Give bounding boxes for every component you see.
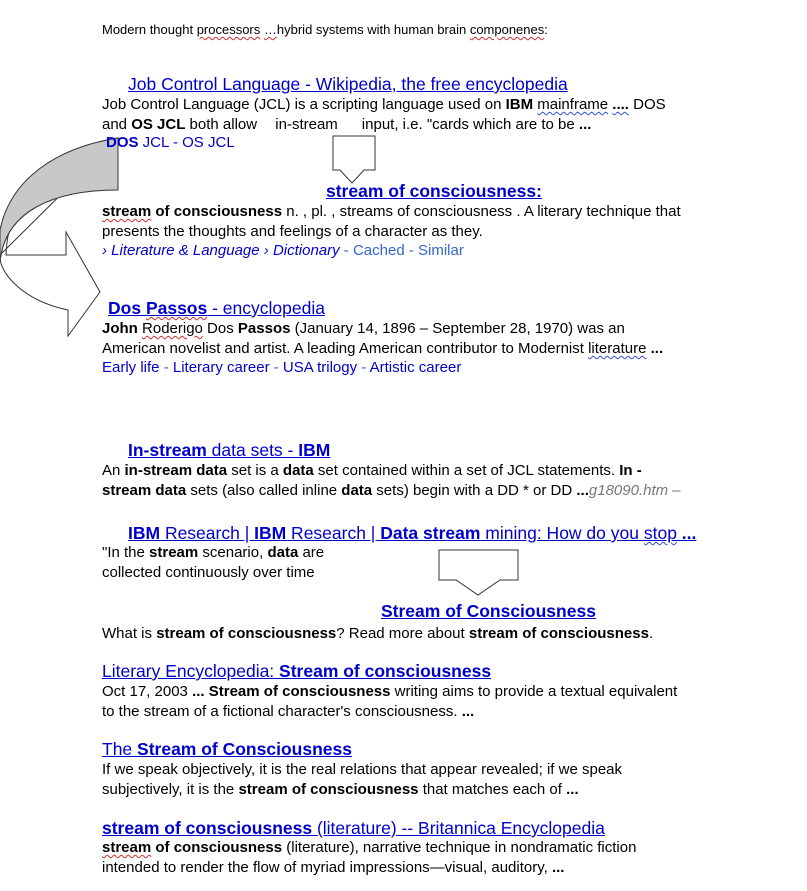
heading-text: Modern thought xyxy=(102,22,197,37)
result-snippet-line: collected continuously over time xyxy=(102,564,315,581)
result-sublinks[interactable]: › Literature & Language › Dictionary - Cached - Similar xyxy=(102,242,464,259)
page-heading xyxy=(102,22,548,37)
heading-text: : xyxy=(544,22,548,37)
result-snippet-line: stream of consciousness (literature), narrative technique in nondramatic fiction xyxy=(102,839,637,856)
result-title-the-soc[interactable]: The Stream of Consciousness xyxy=(102,739,352,759)
down-arrow-2 xyxy=(439,550,518,595)
result-sublinks[interactable]: Early life - Literary career - USA trilogy - Artistic career xyxy=(102,359,462,376)
result-snippet-line: stream data sets (also called inline data sets) begin with a DD * or DD ...g18090.htm – xyxy=(102,482,681,499)
heading-text: … xyxy=(263,22,277,37)
heading-text: hybrid systems with human brain xyxy=(276,22,470,37)
down-arrow-1 xyxy=(333,136,375,183)
result-snippet-line: Oct 17, 2003 ... Stream of consciousness writing aims to provide a textual equivalent xyxy=(102,683,678,700)
result-snippet-line: John Roderigo Dos Passos (January 14, 1896 – September 28, 1970) was an xyxy=(102,320,625,337)
result-snippet-line: Job Control Language (JCL) is a scripting language used on IBM mainframe .... DOS xyxy=(102,96,666,113)
curved-arrow-top xyxy=(0,138,118,262)
result-snippet-line: What is stream of consciousness? Read more about stream of consciousness. xyxy=(102,625,654,642)
result-snippet-line: stream of consciousness n. , pl. , streams of consciousness . A literary technique that xyxy=(102,203,681,220)
result-snippet-line: presents the thoughts and feelings of a character as they. xyxy=(102,223,483,240)
result-snippet-line: "In the stream scenario, data are xyxy=(102,544,325,561)
result-snippet-line: An in-stream data set is a data set contained within a set of JCL statements. In - xyxy=(102,462,642,479)
result-sublinks[interactable]: DOS JCL - OS JCL xyxy=(106,134,235,151)
result-snippet-line: and OS JCL both allow in-stream input, i.e. "cards which are to be ... xyxy=(102,116,592,133)
result-title-literary-encyclopedia[interactable]: Literary Encyclopedia: Stream of consciousness xyxy=(102,661,492,681)
result-snippet-line: to the stream of a fictional character's consciousness. ... xyxy=(102,703,475,720)
result-title-instream[interactable]: In-stream data sets - IBM xyxy=(128,440,331,460)
result-title-ibm-research[interactable]: IBM Research | IBM Research | Data stream mining: How do you stop ... xyxy=(128,523,697,543)
result-snippet-line: intended to render the flow of myriad impressions—visual, auditory, ... xyxy=(102,859,565,876)
heading-text: processors xyxy=(196,22,261,37)
result-title-dos-passos[interactable]: Dos Passos - encyclopedia xyxy=(108,298,325,318)
result-title-jcl[interactable]: Job Control Language - Wikipedia, the free encyclopedia xyxy=(128,74,568,94)
result-snippet-line: subjectively, it is the stream of consciousness that matches each of ... xyxy=(102,781,579,798)
result-snippet-line: If we speak objectively, it is the real relations that appear revealed; if we speak xyxy=(102,761,622,778)
result-title-soc[interactable]: stream of consciousness: xyxy=(326,181,542,201)
result-title-britannica[interactable]: stream of consciousness (literature) -- Britannica Encyclopedia xyxy=(102,818,605,838)
result-title-soc-2[interactable]: Stream of Consciousness xyxy=(381,601,596,621)
result-snippet-line: American novelist and artist. A leading American contributor to Modernist literature ... xyxy=(102,340,664,357)
heading-text: componenes xyxy=(469,22,545,37)
